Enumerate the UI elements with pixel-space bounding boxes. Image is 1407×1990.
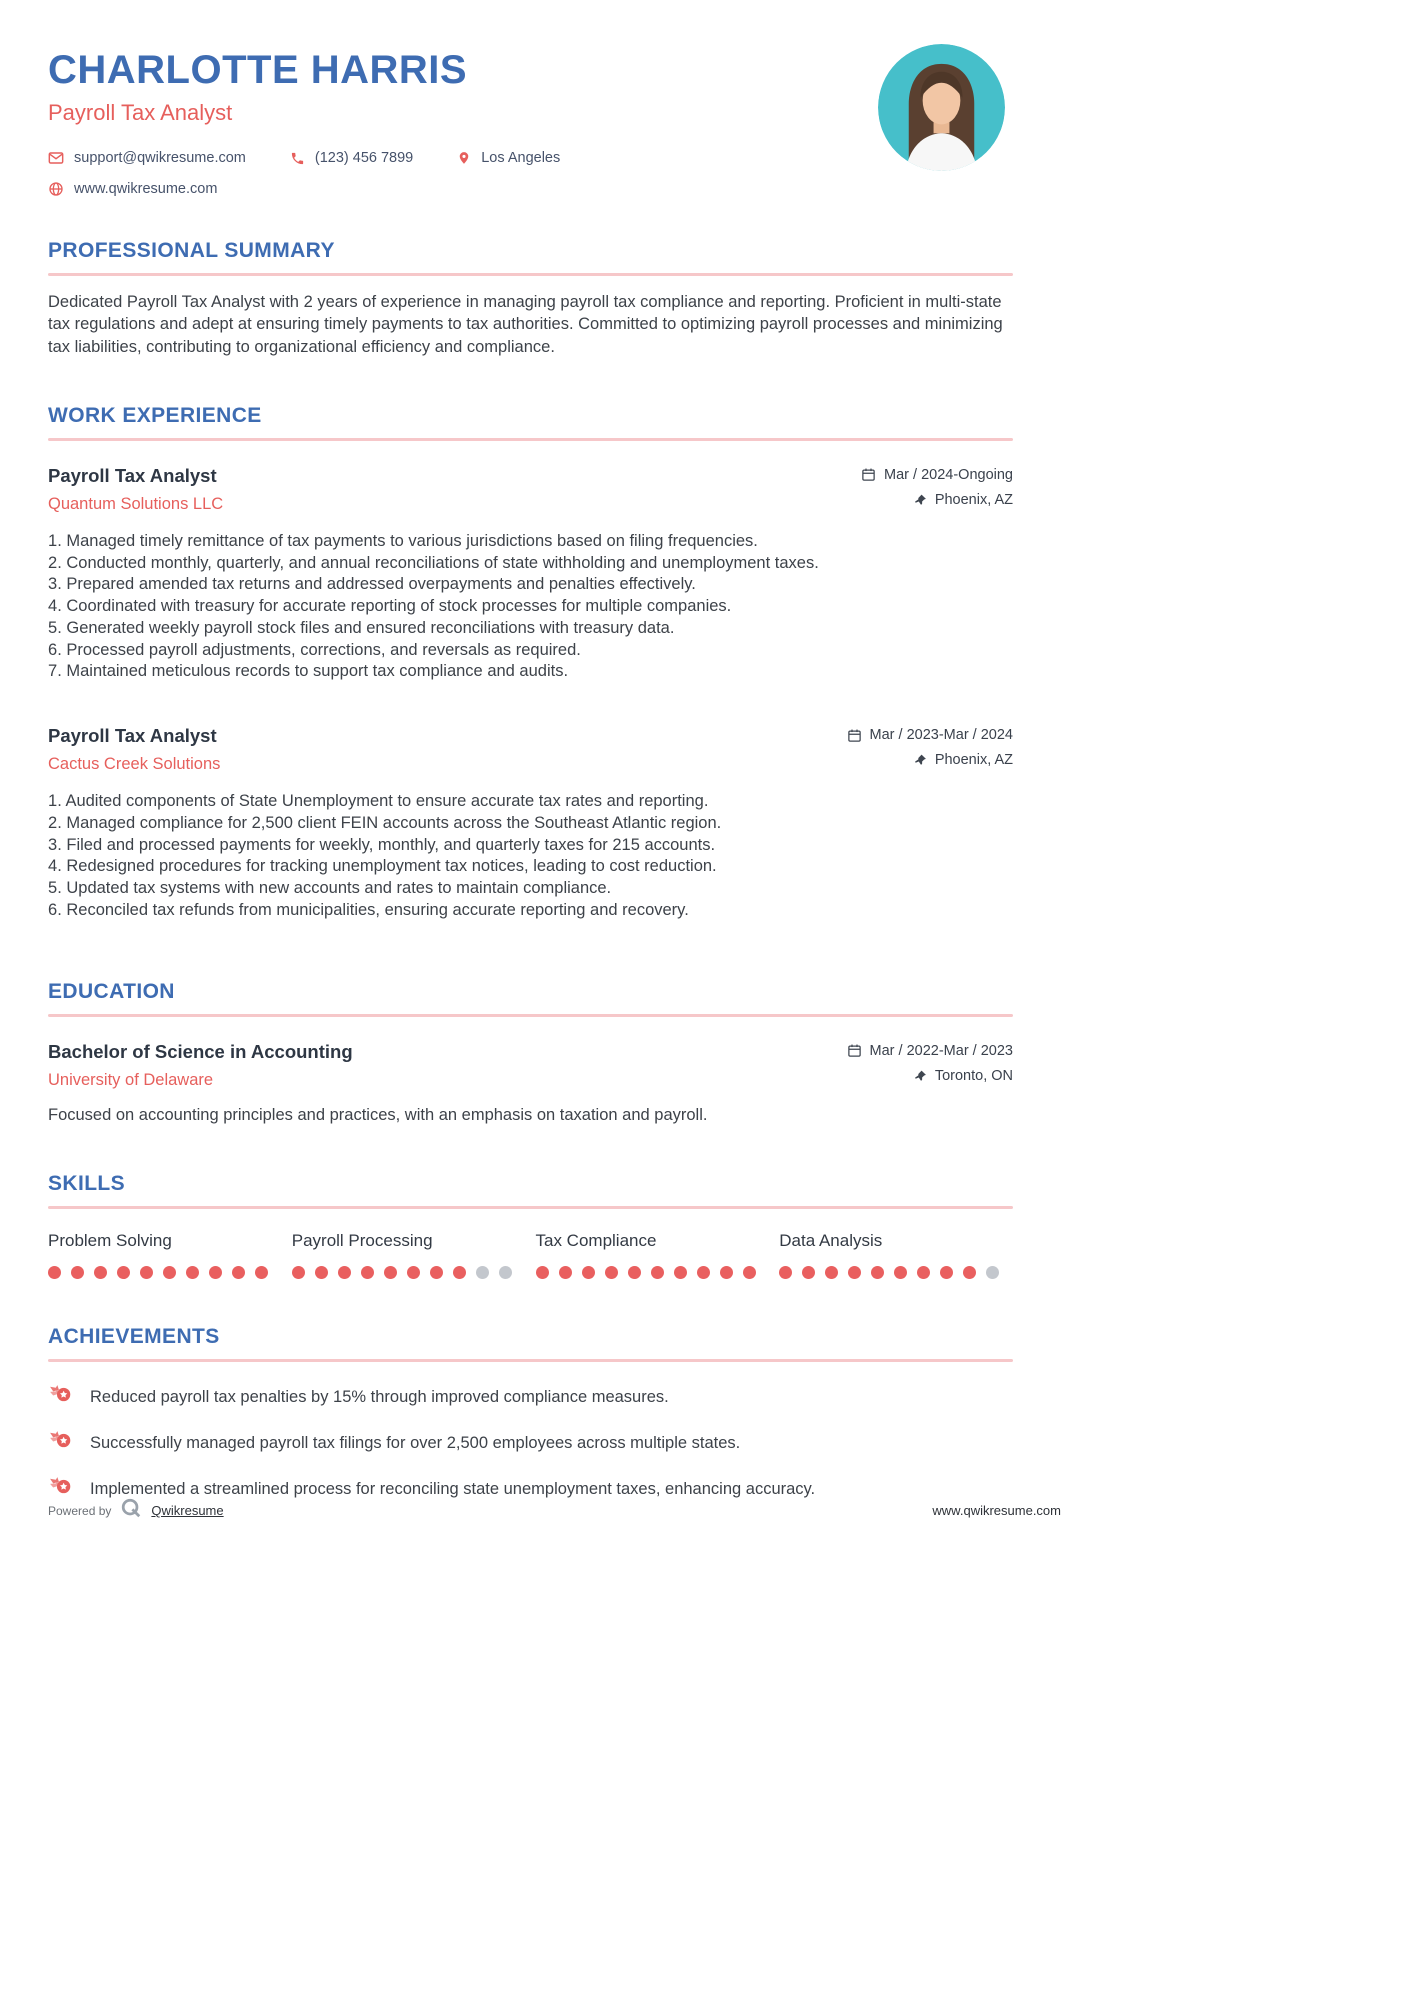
rating-dot xyxy=(94,1266,107,1279)
rating-dot xyxy=(917,1266,930,1279)
job-header xyxy=(48,725,1013,774)
rating-dot xyxy=(71,1266,84,1279)
profile-photo-illustration xyxy=(878,44,1005,171)
job-bullet: Coordinated with treasury for accurate reporting of stock processes for multiple companies. xyxy=(66,597,732,616)
rating-dot xyxy=(963,1266,976,1279)
job-bullet: Generated weekly payroll stock files and ensured reconciliations with treasury data. xyxy=(66,618,675,637)
job-location-row xyxy=(914,752,1013,768)
achievements-list xyxy=(48,1382,1013,1504)
education-header-left xyxy=(48,1041,353,1090)
rating-dot xyxy=(140,1266,153,1279)
job-location-row xyxy=(914,492,1013,508)
achievement-text: Implemented a streamlined process for reconciling state unemployment taxes, enhancing accuracy. xyxy=(90,1479,816,1498)
email-icon xyxy=(48,150,64,166)
rating-dot xyxy=(255,1266,268,1279)
job-date-row xyxy=(861,467,1013,483)
achievement-text: Reduced payroll tax penalties by 15% through improved compliance measures. xyxy=(90,1387,669,1406)
skill-item xyxy=(536,1231,770,1279)
rating-dot xyxy=(628,1266,641,1279)
skill-rating-dots xyxy=(779,1266,1013,1279)
job-meta xyxy=(861,465,1013,508)
summary-heading: PROFESSIONAL SUMMARY xyxy=(48,239,335,262)
rating-dot xyxy=(338,1266,351,1279)
pushpin-icon xyxy=(914,1069,927,1083)
job-header xyxy=(48,465,1013,514)
rating-dot xyxy=(674,1266,687,1279)
section-professional-summary xyxy=(48,239,1013,358)
rating-dot xyxy=(605,1266,618,1279)
rating-dot xyxy=(209,1266,222,1279)
job-title: Payroll Tax Analyst xyxy=(48,725,217,747)
skills-grid xyxy=(48,1231,1013,1279)
job-entry xyxy=(48,465,1013,683)
section-divider xyxy=(48,1206,1013,1209)
section-skills xyxy=(48,1172,1013,1279)
rating-dot xyxy=(743,1266,756,1279)
pushpin-icon xyxy=(914,493,927,507)
location-pin-icon xyxy=(457,150,471,166)
rating-dot xyxy=(361,1266,374,1279)
job-company: Quantum Solutions LLC xyxy=(48,494,224,513)
pushpin-icon xyxy=(914,753,927,767)
job-meta xyxy=(847,725,1013,768)
rating-dot xyxy=(651,1266,664,1279)
profile-photo xyxy=(878,44,1005,171)
achievement-item xyxy=(48,1382,1013,1412)
rating-dot xyxy=(186,1266,199,1279)
contact-phone xyxy=(290,150,413,166)
summary-text: Dedicated Payroll Tax Analyst with 2 years of experience in managing payroll tax compliance and reporting. Proficient in multi-state tax regulations and adept at ensuring timely payments to tax authorities. Committed to optimizing payroll processes and minimizing tax liabilities, contributing to organizational efficiency and compliance. xyxy=(48,293,1003,356)
job-bullet-list xyxy=(48,791,1013,922)
job-bullet: Updated tax systems with new accounts and rates to maintain compliance. xyxy=(66,879,612,898)
education-degree: Bachelor of Science in Accounting xyxy=(48,1040,353,1062)
qwikresume-link[interactable]: Qwikresume xyxy=(151,1503,224,1518)
calendar-icon xyxy=(861,467,876,482)
rating-dot xyxy=(848,1266,861,1279)
contact-row-secondary xyxy=(48,181,1013,197)
rating-dot xyxy=(163,1266,176,1279)
globe-icon xyxy=(48,181,64,197)
section-divider xyxy=(48,1014,1013,1017)
page-footer xyxy=(48,1497,1061,1524)
rating-dot xyxy=(802,1266,815,1279)
rating-dot xyxy=(825,1266,838,1279)
calendar-icon xyxy=(847,1043,862,1058)
contact-website-text: www.qwikresume.com xyxy=(74,181,218,197)
person-job-title: Payroll Tax Analyst xyxy=(48,100,233,125)
job-company: Cactus Creek Solutions xyxy=(48,755,221,774)
contact-location-text: Los Angeles xyxy=(481,150,561,166)
achievement-item xyxy=(48,1428,1013,1458)
section-divider xyxy=(48,273,1013,276)
skill-item xyxy=(48,1231,282,1279)
section-achievements xyxy=(48,1325,1013,1504)
section-divider xyxy=(48,438,1013,441)
job-date-text: Mar / 2023-Mar / 2024 xyxy=(869,727,1013,744)
education-date-text: Mar / 2022-Mar / 2023 xyxy=(869,1042,1013,1059)
education-meta xyxy=(847,1041,1013,1084)
job-header-left xyxy=(48,465,223,514)
education-location-row xyxy=(914,1068,1013,1084)
job-date-text: Mar / 2024-Ongoing xyxy=(884,466,1013,483)
job-date-row xyxy=(847,727,1013,743)
rating-dot xyxy=(582,1266,595,1279)
rating-dot xyxy=(292,1266,305,1279)
job-entry xyxy=(48,725,1013,922)
job-bullet: Maintained meticulous records to support tax compliance and audits. xyxy=(66,662,569,681)
rating-dot xyxy=(720,1266,733,1279)
education-date-row xyxy=(847,1043,1013,1059)
rating-dot xyxy=(430,1266,443,1279)
job-bullet-list xyxy=(48,531,1013,683)
person-name: CHARLOTTE HARRIS xyxy=(48,48,468,92)
medal-icon xyxy=(48,1428,73,1458)
education-entry xyxy=(48,1041,1013,1126)
skill-rating-dots xyxy=(292,1266,526,1279)
phone-icon xyxy=(290,151,305,166)
rating-dot xyxy=(117,1266,130,1279)
skill-item xyxy=(779,1231,1013,1279)
rating-dot xyxy=(894,1266,907,1279)
rating-dot xyxy=(536,1266,549,1279)
footer-website-link[interactable]: www.qwikresume.com xyxy=(932,1503,1061,1518)
education-location-text: Toronto, ON xyxy=(934,1067,1013,1084)
contact-location xyxy=(457,150,560,166)
rating-dot xyxy=(407,1266,420,1279)
achievement-text: Successfully managed payroll tax filings for over 2,500 employees across multiple states. xyxy=(90,1433,741,1452)
contact-website[interactable] xyxy=(48,181,217,197)
rating-dot xyxy=(499,1266,512,1279)
skill-item xyxy=(292,1231,526,1279)
work-heading: WORK EXPERIENCE xyxy=(48,403,262,427)
job-bullet: Filed and processed payments for weekly, monthly, and quarterly taxes for 215 accounts. xyxy=(66,835,716,854)
rating-dot xyxy=(384,1266,397,1279)
skill-rating-dots xyxy=(536,1266,770,1279)
job-bullet: Prepared amended tax returns and addressed overpayments and penalties effectively. xyxy=(66,575,696,594)
education-description: Focused on accounting principles and practices, with an emphasis on taxation and payroll. xyxy=(48,1105,708,1124)
skill-rating-dots xyxy=(48,1266,282,1279)
qwikresume-logo-icon xyxy=(120,1497,142,1524)
rating-dot xyxy=(232,1266,245,1279)
rating-dot xyxy=(986,1266,999,1279)
section-education xyxy=(48,980,1013,1126)
skill-name: Problem Solving xyxy=(48,1231,172,1251)
job-bullet: Managed compliance for 2,500 client FEIN accounts across the Southeast Atlantic region. xyxy=(66,813,722,832)
rating-dot xyxy=(697,1266,710,1279)
section-work-experience xyxy=(48,404,1013,922)
contact-phone-text: (123) 456 7899 xyxy=(314,150,414,166)
rating-dot xyxy=(559,1266,572,1279)
job-location-text: Phoenix, AZ xyxy=(934,491,1013,508)
rating-dot xyxy=(940,1266,953,1279)
skill-name: Payroll Processing xyxy=(291,1231,433,1251)
rating-dot xyxy=(315,1266,328,1279)
skills-heading: SKILLS xyxy=(48,1172,126,1196)
education-school: University of Delaware xyxy=(48,1070,214,1089)
job-bullet: Processed payroll adjustments, corrections, and reversals as required. xyxy=(66,640,581,659)
resume-header xyxy=(48,48,1013,197)
job-bullet: Audited components of State Unemployment to ensure accurate tax rates and reporting. xyxy=(65,792,709,811)
contact-row-primary xyxy=(48,150,1013,166)
medal-icon xyxy=(48,1382,73,1412)
rating-dot xyxy=(453,1266,466,1279)
rating-dot xyxy=(48,1266,61,1279)
skill-name: Tax Compliance xyxy=(535,1231,657,1251)
calendar-icon xyxy=(847,728,862,743)
rating-dot xyxy=(476,1266,489,1279)
job-bullet: Redesigned procedures for tracking unemployment tax notices, leading to cost reduction. xyxy=(66,857,717,876)
job-bullet: Conducted monthly, quarterly, and annual reconciliations of state withholding and unemployment taxes. xyxy=(66,553,819,572)
rating-dot xyxy=(871,1266,884,1279)
powered-by-label: Powered by xyxy=(48,1503,112,1518)
section-divider xyxy=(48,1359,1013,1362)
job-bullet: Reconciled tax refunds from municipalities, ensuring accurate reporting and recovery. xyxy=(66,900,689,919)
rating-dot xyxy=(779,1266,792,1279)
job-header-left xyxy=(48,725,220,774)
contact-email-text: support@qwikresume.com xyxy=(74,150,246,166)
contact-email[interactable] xyxy=(48,150,246,166)
footer-branding xyxy=(48,1497,224,1524)
job-location-text: Phoenix, AZ xyxy=(934,752,1013,769)
skill-name: Data Analysis xyxy=(779,1231,883,1251)
education-header xyxy=(48,1041,1013,1090)
job-title: Payroll Tax Analyst xyxy=(48,464,217,486)
job-bullet: Managed timely remittance of tax payments to various jurisdictions based on filing frequencies. xyxy=(66,531,758,550)
achievements-heading: ACHIEVEMENTS xyxy=(48,1325,220,1349)
education-heading: EDUCATION xyxy=(48,979,175,1003)
